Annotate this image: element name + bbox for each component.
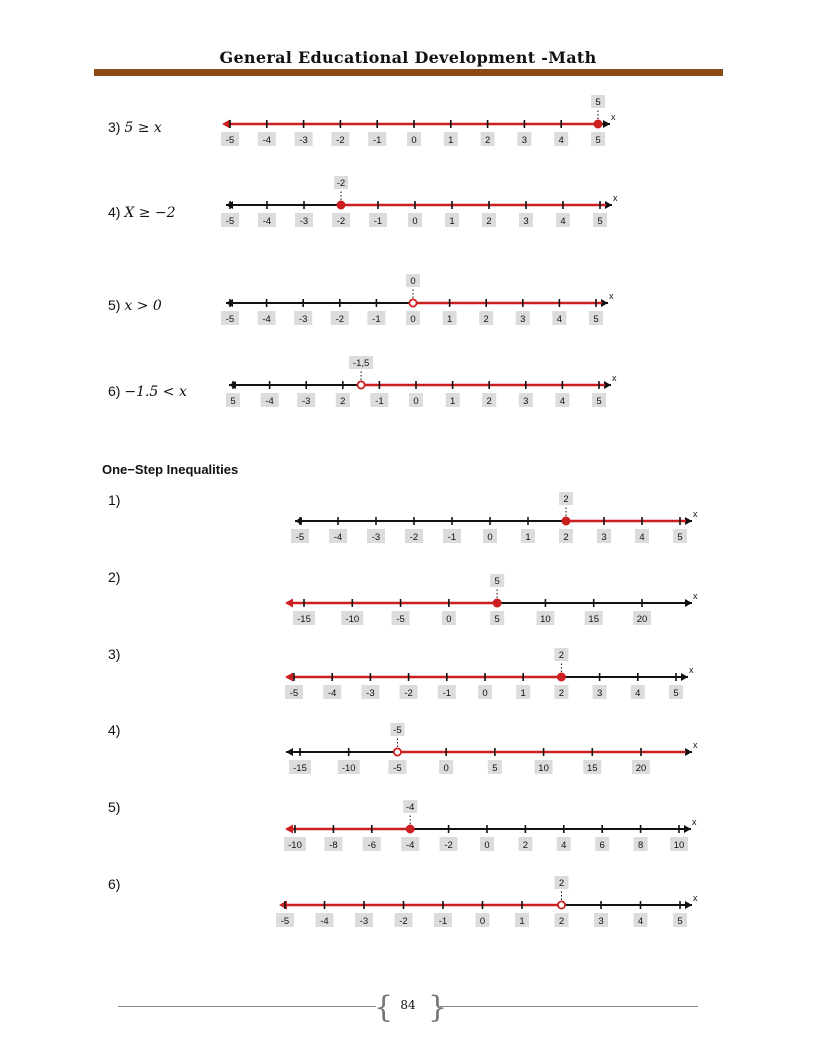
variable-label: x [693,740,698,750]
tick-label: 8 [637,840,644,851]
tick-label: 10 [540,614,551,625]
tick-label: 10 [673,840,685,851]
tick-label: 5 [494,614,500,625]
tick-label: -2 [409,532,419,543]
tick-label: 5 [673,688,679,699]
tick-label: 1 [446,314,453,325]
closed-point [337,201,344,208]
tick-label: 2 [563,532,569,543]
point-label: -5 [393,725,402,736]
point-label: 2 [558,650,565,661]
point-label: -4 [405,802,415,813]
tick-label: -2 [399,916,408,927]
tick-label: -1 [373,216,383,227]
one-step-item-2-label: 2) [108,569,121,585]
tick-label: -1 [447,532,457,543]
axis-arrow-right [605,201,612,209]
tick-label: -2 [336,216,346,227]
tick-label: 2 [483,314,489,325]
axis-arrow-left [286,748,293,756]
tick-label: 3 [523,216,529,227]
axis-arrow-left [295,517,302,525]
axis-arrow-right [685,599,692,607]
point-label: 5 [494,576,500,587]
tick-label: -3 [299,135,308,146]
tick-label: 1 [448,135,454,146]
point-label: 5 [595,97,601,108]
tick-label: 4 [558,135,564,146]
tick-label: -5 [225,314,235,325]
variable-label: x [693,591,698,601]
tick-label: -6 [367,840,377,851]
tick-label: -1 [375,396,384,407]
closed-point [562,517,569,524]
tick-label: -4 [262,135,272,146]
tick-label: 0 [446,614,452,625]
number-line [276,876,698,927]
footer-bracket-right: } [428,990,448,1025]
tick-label: 4 [559,396,566,407]
tick-label: -5 [225,216,235,227]
tick-label: 5 [677,532,683,543]
tick-label: -3 [359,916,369,927]
tick-label: -4 [327,688,337,699]
footer-rule-left [118,1006,376,1007]
variable-label: x [689,665,694,675]
tick-label: 3 [523,396,529,407]
number-line [291,492,698,543]
tick-label: -4 [265,396,274,407]
tick-label: 20 [635,763,647,774]
tick-label: 5 [677,916,683,927]
tick-label: 1 [525,532,531,543]
tick-label: 2 [522,840,529,851]
axis-arrow-right [685,748,692,756]
inequality: 𝑥 > 0 [124,298,162,314]
closed-point [494,599,501,606]
tick-label: -4 [333,532,343,543]
tick-label: -1 [372,135,382,146]
tick-label: 4 [556,314,563,325]
tick-label: 1 [449,396,456,407]
open-point [358,381,365,388]
tick-label: -5 [393,763,402,774]
number-line [285,574,698,625]
tick-label: 2 [486,396,492,407]
tick-label: 4 [561,840,567,851]
tick-label: 2 [558,916,565,927]
axis-arrow-right [685,901,692,909]
tick-label: 2 [486,216,492,227]
tick-label: -10 [345,614,360,625]
closed-point [594,120,601,127]
solution-arrow [285,599,293,608]
tick-label: 0 [479,916,486,927]
number-line [284,800,697,851]
inequality: 𝑋 ≥ −2 [124,205,176,221]
number-line [285,648,694,699]
point-label: 0 [410,276,416,287]
axis-arrow-right [684,825,691,833]
closed-point [407,825,414,832]
tick-label: 0 [443,763,449,774]
tick-label: 5 [230,396,236,407]
tick-label: -3 [371,532,381,543]
open-point [558,901,565,908]
tick-label: -2 [444,840,453,851]
tick-label: 3 [601,532,607,543]
tick-label: -5 [295,532,305,543]
tick-label: -3 [366,688,375,699]
tick-label: 0 [484,840,490,851]
tick-label: 4 [635,688,641,699]
variable-label: x [611,112,616,122]
number-line [286,723,698,774]
tick-label: 15 [588,614,600,625]
tick-label: -10 [341,763,356,774]
variable-label: x [613,193,618,203]
tick-label: 4 [639,532,645,543]
solution-arrow [285,825,293,834]
tick-label: -2 [336,135,345,146]
tick-label: -4 [262,216,272,227]
number-line [221,176,618,227]
tick-label: 3 [596,688,603,699]
tick-label: -2 [335,314,345,325]
solution-arrow [285,673,293,682]
tick-label: -3 [299,216,309,227]
tick-label: 1 [520,688,526,699]
tick-label: -5 [280,916,290,927]
tick-label: -15 [293,763,307,774]
tick-label: 0 [487,532,493,543]
tick-label: 0 [413,396,419,407]
item-number: 4) [108,204,121,220]
point-label: -2 [336,178,346,189]
tick-label: -5 [396,614,405,625]
tick-label: 1 [449,216,455,227]
tick-label: -2 [404,688,413,699]
tick-label: 5 [596,396,602,407]
tick-label: -5 [289,688,299,699]
number-line [221,95,616,146]
one-step-item-4-label: 4) [108,722,121,738]
number-line [226,356,617,407]
point-label: 2 [558,878,565,889]
inequality: 5 ≥ 𝑥 [124,120,162,136]
variable-label: x [693,509,698,519]
tick-label: -1 [442,688,452,699]
page-number: 84 [400,998,416,1012]
one-step-item-6-label: 6) [108,876,121,892]
tick-label: 5 [593,314,599,325]
tick-label: 2 [484,135,491,146]
tick-label: -4 [320,916,329,927]
tick-label: 0 [412,216,418,227]
tick-label: 20 [636,614,648,625]
tick-label: 10 [538,763,549,774]
tick-label: 0 [482,688,488,699]
inequality: −1.5 < 𝑥 [124,384,187,400]
tick-label: -1 [372,314,381,325]
tick-label: 6 [599,840,605,851]
one-step-item-1-label: 1) [108,492,121,508]
page-title: General Educational Development -Math [219,48,597,67]
tick-label: -15 [297,614,311,625]
axis-arrow-right [603,120,610,128]
tick-label: -8 [329,840,338,851]
variable-label: x [612,373,617,383]
item-number: 5) [108,297,121,313]
tick-label: 1 [519,916,525,927]
tick-label: 5 [492,763,498,774]
point-label: 2 [563,494,569,505]
tick-label: -1 [438,916,448,927]
tick-label: 3 [521,135,528,146]
solution-arrow [222,120,230,129]
tick-label: 0 [410,314,416,325]
tick-label: 5 [597,216,603,227]
tick-label: 2 [558,688,565,699]
number-line [221,274,614,325]
variable-label: x [693,893,698,903]
tick-label: 4 [637,916,644,927]
tick-label: -3 [301,396,311,407]
axis-arrow-right [601,299,608,307]
tick-label: 3 [598,916,604,927]
closed-point [558,673,565,680]
tick-label: -10 [288,840,302,851]
tick-label: 3 [520,314,526,325]
item-number: 6) [108,383,121,399]
tick-label: 0 [411,135,417,146]
open-point [394,748,401,755]
one-step-item-5-label: 5) [108,799,121,815]
axis-arrow-right [604,381,611,389]
one-step-item-3-label: 3) [108,646,121,662]
axis-arrow-right [685,517,692,525]
axis-arrow-right [681,673,688,681]
tick-label: 2 [340,396,346,407]
tick-label: 4 [560,216,566,227]
item-number: 3) [108,119,121,135]
tick-label: -4 [262,314,271,325]
open-point [409,299,416,306]
footer-rule-right [440,1006,698,1007]
section-heading: One−Step Inequalities [102,462,239,477]
tick-label: -3 [298,314,308,325]
point-label: -1,5 [352,358,370,369]
tick-label: -4 [405,840,415,851]
tick-label: -5 [225,135,235,146]
footer-bracket-left: { [374,990,394,1025]
variable-label: x [692,817,697,827]
variable-label: x [609,291,614,301]
tick-label: 15 [586,763,598,774]
tick-label: 5 [595,135,601,146]
